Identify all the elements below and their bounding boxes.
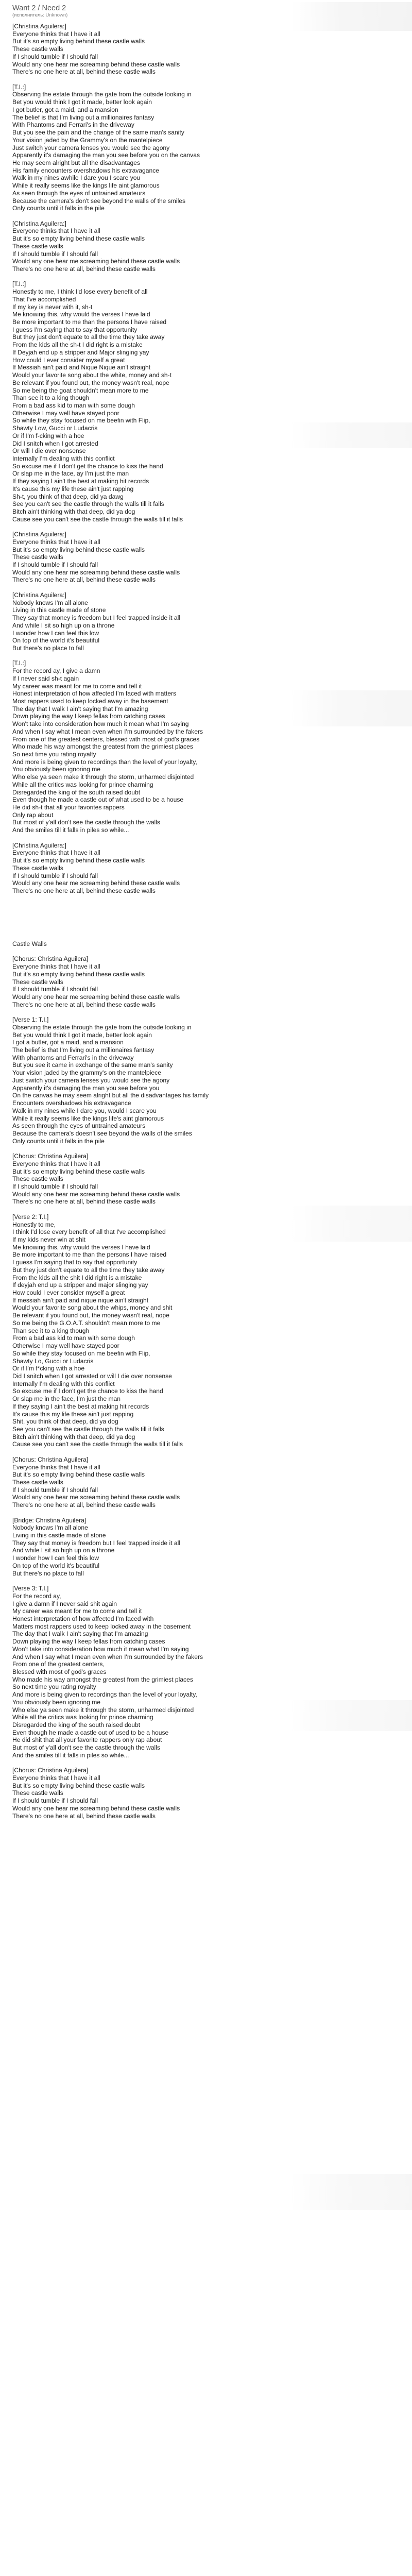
lyric-line: Me knowing this, why would the verses I have laid: [12, 311, 150, 318]
lyric-line: Me knowing this, why would the verses I have laid: [12, 1243, 150, 1251]
lyric-line: While all the critics was looking for prince charming: [12, 1714, 153, 1721]
lyric-line: I wonder how I can feel this low: [12, 629, 99, 637]
lyric-line: These castle walls: [12, 978, 63, 986]
lyric-line: Be relevant if you found out, the money wasn't real, nope: [12, 379, 169, 386]
lyric-line: And the smiles till it falls in piles so while...: [12, 1751, 129, 1759]
lyric-line: Or slap me in the face, ay I'm just the man: [12, 470, 129, 478]
lyric-line: Apparently it's damaging the man you see before you on the canvas: [12, 151, 200, 159]
lyric-line: I got a butler, got a maid, and a mansion: [12, 1039, 124, 1046]
blank-line: [12, 895, 280, 903]
lyric-line: Disregarded the king of the south raised doubt: [12, 1721, 141, 1728]
lyric-line: There's no one here at all, behind these castle walls: [12, 1501, 156, 1509]
lyric-line: Because the camera's don't see beyond the walls of the smiles: [12, 197, 186, 205]
background-shade: [290, 1206, 412, 1242]
lyric-line: Nobody knows I'm all alone: [12, 599, 88, 606]
lyric-line: But it's so empty living behind these castle walls: [12, 235, 145, 243]
lyric-line: And more is being given to recordings than the level of your loyalty,: [12, 1691, 197, 1699]
lyric-line: And when I say what I mean even when I'm surrounded by the fakers: [12, 1653, 203, 1660]
lyric-line: [T.I.:]: [12, 83, 26, 91]
lyric-line: Did I snitch when I got arrested: [12, 439, 98, 447]
lyric-line: Only rap about: [12, 811, 54, 819]
lyric-line: If my kids never win at shit: [12, 1236, 85, 1243]
background-shade: [290, 1700, 412, 1731]
lyric-line: Down playing the way I keep fellas from catching cases: [12, 1638, 165, 1646]
lyric-line: There's no one here at all, behind these castle walls: [12, 576, 156, 584]
lyric-line: Who made his way amongst the greatest from the grimiest places: [12, 1675, 193, 1683]
lyric-line: Everyone thinks that I have it all: [12, 1774, 100, 1782]
lyric-line: But it's so empty living behind these castle walls: [12, 1167, 145, 1175]
lyric-line: See you can't see the castle through the walls till it falls: [12, 500, 164, 508]
background-shade: [290, 2174, 412, 2210]
blank-line: [12, 948, 280, 956]
lyric-line: Blessed with most of god's graces: [12, 1668, 107, 1675]
lyric-line: There's no one here at all, behind these castle walls: [12, 68, 156, 76]
lyric-line: So me being the goat shouldn't mean more to me: [12, 386, 149, 394]
lyric-line: But you see it came in exchange of the same man's sanity: [12, 1061, 173, 1069]
lyric-line: Who else ya seen make it through the storm, unharmed disjointed: [12, 1706, 194, 1714]
lyric-line: Won't take into consideration how much it mean what I'm saying: [12, 1645, 189, 1653]
lyric-line: Your vision jaded by the grammy's on the mantelpiece: [12, 1069, 161, 1077]
lyric-line: If they saying I ain't the best at making hit records: [12, 1402, 149, 1410]
lyric-line: Internally I'm dealing with this conflict: [12, 454, 115, 462]
lyric-line: If I should tumble if I should fall: [12, 1797, 98, 1805]
lyric-line: [Christina Aguilera:]: [12, 219, 66, 227]
blank-line: [12, 1145, 280, 1153]
lyric-line: On the canvas he may seem alright but all the disadvantages his family: [12, 1092, 209, 1099]
lyric-line: [Chorus: Christina Aguilera]: [12, 955, 89, 963]
background-shade: [290, 422, 412, 448]
lyric-line: So next time you rating royalty: [12, 751, 96, 758]
lyric-line: There's no one here at all, behind these castle walls: [12, 887, 156, 894]
lyric-line: Bitch ain't thinking with that deep, did ya dog: [12, 1433, 135, 1440]
lyric-line: Bet you would think I got it made, better look again: [12, 1031, 152, 1039]
lyric-line: If I should tumble if I should fall: [12, 250, 98, 258]
blank-line: [12, 273, 280, 281]
lyric-line: Disregarded the king of the south raised doubt: [12, 788, 141, 796]
lyric-line: While it really seems like the kings life's aint glamorous: [12, 1114, 164, 1122]
lyric-line: But it's so empty living behind these castle walls: [12, 857, 145, 865]
lyric-line: Only counts until it falls in the pile: [12, 1137, 105, 1145]
lyric-line: If I should tumble if I should fall: [12, 561, 98, 569]
lyric-line: I guess I'm saying that to say that opportunity: [12, 1259, 138, 1266]
lyric-line: So excuse me if I don't get the chance to kiss the hand: [12, 462, 163, 470]
lyric-line: From a bad ass kid to man with some dough: [12, 401, 135, 409]
lyric-line: Just switch your camera lenses you would see the agony: [12, 144, 170, 151]
lyric-line: These castle walls: [12, 1789, 63, 1797]
lyric-line: Or if I'm f*cking with a hoe: [12, 1365, 85, 1372]
blank-line: [12, 1008, 280, 1016]
lyric-line: If Messiah ain't paid and Nique Nique ain't straight: [12, 364, 151, 371]
lyric-line: Honest interpretation of how affected I'm faced with: [12, 1615, 154, 1622]
lyric-line: Than see it to a king though: [12, 1327, 90, 1334]
lyric-line: Who made his way amongst the greatest from the grimiest places: [12, 743, 193, 751]
lyric-line: Observing the estate through the gate from the outside looking in: [12, 91, 192, 98]
lyric-line: So while they stay focused on me beefin with Flip,: [12, 1349, 150, 1357]
lyric-line: Who else ya seen make it through the storm, unharmed disjointed: [12, 773, 194, 781]
lyric-line: I wonder how I can feel this low: [12, 1554, 99, 1562]
lyric-line: Most rappers used to keep locked away in the basement: [12, 697, 168, 705]
blank-line: [12, 902, 280, 910]
lyric-line: Everyone thinks that I have it all: [12, 538, 100, 546]
lyric-line: Bet you would think I got it made, better look again: [12, 98, 152, 106]
lyric-line: I think I'd lose every benefit of all that I've accomplished: [12, 1228, 166, 1236]
lyric-line: Honestly to me,: [12, 1221, 56, 1228]
lyric-line: He may seem alright but all the disadvantages: [12, 159, 141, 166]
lyric-line: These castle walls: [12, 242, 63, 250]
blank-line: [12, 523, 280, 531]
lyric-line: And more is being given to recordings than the level of your loyalty,: [12, 758, 197, 766]
lyric-line: Everyone thinks that I have it all: [12, 963, 100, 971]
lyric-line: Everyone thinks that I have it all: [12, 30, 100, 38]
lyric-line: Or will I die over nonsense: [12, 447, 86, 455]
lyric-line: Would your favorite song about the white, money and sh-t: [12, 371, 172, 379]
lyric-line: So while they stay focused on me beefin with Flip,: [12, 417, 150, 425]
lyric-line: Cause see you can't see the castle through the walls till it falls: [12, 1440, 183, 1448]
lyric-line: From the kids all the shit I did right is a mistake: [12, 1274, 142, 1281]
lyric-line: He did sh-t that all your favorites rappers: [12, 804, 125, 811]
artist-name: Unknown): [45, 12, 68, 18]
lyric-line: These castle walls: [12, 1479, 63, 1486]
lyric-line: If I should tumble if I should fall: [12, 53, 98, 60]
lyric-line: If Deyjah end up a stripper and Major slinging yay: [12, 348, 149, 356]
lyric-line: Everyone thinks that I have it all: [12, 227, 100, 235]
lyric-line: Walk in my nines awhile I dare you I scare you: [12, 174, 141, 182]
blank-line: [12, 1509, 280, 1517]
artist-line: [12, 12, 412, 19]
lyric-line: The day that I walk I ain't saying that I'm amazing: [12, 1630, 148, 1638]
lyric-line: [Christina Aguilera:]: [12, 531, 66, 538]
lyric-line: I guess I'm saying that to say that opportunity: [12, 326, 138, 333]
lyric-line: [Christina Aguilera:]: [12, 841, 66, 849]
lyric-line: While all the critics was looking for prince charming: [12, 781, 153, 788]
lyric-line: But they just don't equate to all the time they take away: [12, 1266, 165, 1274]
lyric-line: Even though he made a castle out of used to be a house: [12, 1728, 169, 1736]
lyric-line: I give a damn if I never said shit again: [12, 1600, 117, 1607]
lyric-line: Living in this castle made of stone: [12, 1532, 106, 1539]
song-header: [0, 4, 412, 23]
lyric-line: For the record ay, I give a damn: [12, 667, 100, 675]
lyric-line: Be more important to me than the persons I have raised: [12, 318, 167, 326]
lyric-line: Would any one hear me screaming behind these castle walls: [12, 1804, 180, 1812]
blank-line: [12, 584, 280, 591]
lyric-line: If deyjah end up a stripper and major slinging yay: [12, 1281, 148, 1289]
lyric-line: There's no one here at all, behind these castle walls: [12, 1001, 156, 1008]
lyric-line: [Christina Aguilera:]: [12, 591, 66, 599]
blank-line: [12, 925, 280, 933]
lyric-line: Just switch your camera lenses you would see the agony: [12, 1076, 170, 1084]
lyric-line: Castle Walls: [12, 940, 47, 947]
lyric-line: These castle walls: [12, 553, 63, 561]
lyric-line: Down playing the way I keep fellas from catching cases: [12, 713, 165, 720]
lyric-line: You obviously been ignoring me: [12, 1698, 101, 1706]
lyric-line: With phantoms and Ferrari's in the driveway: [12, 1054, 134, 1061]
lyric-line: But there's no place to fall: [12, 644, 84, 652]
lyric-line: So excuse me if I don't get the chance to kiss the hand: [12, 1387, 163, 1395]
lyric-line: Matters most rappers used to keep locked away in the basement: [12, 1622, 191, 1630]
lyric-line: As seen through the eyes of untrained amateurs: [12, 189, 146, 197]
lyric-line: Or if I'm f-cking with a hoe: [12, 432, 84, 439]
lyric-line: So next time you rating royalty: [12, 1683, 96, 1691]
lyric-line: If my key is never with it, sh-t: [12, 303, 93, 311]
lyric-line: Otherwise I may well have stayed poor: [12, 409, 119, 417]
lyric-line: Shawty Lo, Gucci or Ludacris: [12, 1357, 94, 1365]
lyric-line: And the smiles till it falls in piles so while...: [12, 826, 129, 834]
lyric-line: The day that I walk I ain't saying that I'm amazing: [12, 705, 148, 713]
lyric-line: [T.I.:]: [12, 659, 26, 667]
lyrics-body: [12, 23, 280, 1820]
lyric-line: Internally I'm dealing with this conflict: [12, 1380, 115, 1387]
lyric-line: Did I snitch when I got arrested or will I die over nonsense: [12, 1372, 172, 1380]
lyric-line: You obviously been ignoring me: [12, 766, 101, 773]
lyric-line: [Verse 2: T.I.]: [12, 1213, 49, 1221]
lyric-line: His family encounters overshadows his extravagance: [12, 166, 160, 174]
lyric-line: From the kids all the sh-t I did right is a mistake: [12, 341, 143, 349]
lyric-line: I got butler, got a maid, and a mansion: [12, 106, 118, 113]
lyric-line: But it's so empty living behind these castle walls: [12, 38, 145, 45]
lyric-line: Even though he made a castle out of what used to be a house: [12, 796, 184, 804]
blank-line: [12, 212, 280, 220]
lyric-line: From a bad ass kid to man with some dough: [12, 1334, 135, 1342]
lyric-line: These castle walls: [12, 864, 63, 872]
lyric-line: But they just don't equate to all the time they take away: [12, 333, 165, 341]
lyric-line: If I should tumble if I should fall: [12, 1486, 98, 1494]
lyric-line: Shawty Low, Gucci or Ludacris: [12, 425, 98, 432]
lyric-line: Would any one hear me screaming behind these castle walls: [12, 1494, 180, 1501]
lyric-line: Everyone thinks that I have it all: [12, 1160, 100, 1167]
lyric-line: How could I ever consider myself a great: [12, 356, 125, 364]
lyric-line: Because the camera's doesn't see beyond the walls of the smiles: [12, 1129, 192, 1137]
lyric-line: Only counts until it falls in the pile: [12, 205, 105, 212]
lyric-line: [Chorus: Christina Aguilera]: [12, 1153, 89, 1160]
lyric-line: Would your favorite song about the whips, money and shit: [12, 1304, 173, 1312]
lyric-line: [Christina Aguilera:]: [12, 23, 66, 30]
lyric-line: The belief is that I'm living out a millionaires fantasy: [12, 113, 154, 121]
lyric-line: There's no one here at all, behind these castle walls: [12, 265, 156, 273]
lyric-line: Would any one hear me screaming behind these castle walls: [12, 993, 180, 1001]
lyric-line: Bitch ain't thinking with that deep, did ya dog: [12, 508, 135, 515]
lyric-line: If messiah ain't paid and nique nique ain't straight: [12, 1296, 149, 1304]
lyric-line: But you see the pain and the change of the same man's sanity: [12, 129, 184, 137]
lyric-line: [T.I.:]: [12, 280, 26, 288]
lyric-line: [Verse 1: T.I.]: [12, 1016, 49, 1024]
lyric-line: But there's no place to fall: [12, 1569, 84, 1577]
lyric-line: Be relevant if you found out, the money wasn't real, nope: [12, 1312, 169, 1319]
lyric-line: Your vision jaded by the Grammy's on the mantelpiece: [12, 136, 163, 144]
lyric-line: Encounters overshadows his extravagance: [12, 1099, 131, 1107]
blank-line: [12, 1577, 280, 1585]
blank-line: [12, 918, 280, 925]
lyric-line: It's cause this my life these ain't just rapping: [12, 485, 134, 493]
lyric-line: [Bridge: Christina Aguilera]: [12, 1516, 87, 1524]
lyric-line: But it's so empty living behind these castle walls: [12, 546, 145, 553]
lyric-line: How could I ever consider myself a great: [12, 1289, 125, 1297]
lyric-line: While it really seems like the kings life aint glamorous: [12, 182, 160, 190]
blank-line: [12, 1759, 280, 1767]
lyric-line: From one of the greatest centers, blessed with most of god's graces: [12, 735, 200, 743]
lyric-line: From one of the greatest centers,: [12, 1660, 105, 1668]
lyric-line: They say that money is freedom but I feel trapped inside it all: [12, 614, 181, 622]
blank-line: [12, 652, 280, 660]
background-shade: [290, 690, 412, 726]
lyric-line: Won't take into consideration how much it mean what I'm saying: [12, 720, 189, 728]
lyric-line: [Chorus: Christina Aguilera]: [12, 1455, 89, 1463]
lyric-line: Would any one hear me screaming behind these castle walls: [12, 1190, 180, 1198]
lyric-line: Would any one hear me screaming behind these castle walls: [12, 60, 180, 68]
blank-line: [12, 1448, 280, 1456]
lyric-line: Observing the estate through the gate from the outside looking in: [12, 1023, 192, 1031]
lyric-line: On top of the world it's beautiful: [12, 1562, 100, 1569]
lyric-line: Shit, you think of that deep, did ya dog: [12, 1418, 118, 1426]
lyric-line: The belief is that I'm living out a millionaires fantasy: [12, 1046, 154, 1054]
lyric-line: Would any one hear me screaming behind these castle walls: [12, 879, 180, 887]
blank-line: [12, 76, 280, 83]
lyric-line: And while I sit so high up on a throne: [12, 621, 115, 629]
lyric-line: If I never said sh-t again: [12, 674, 79, 682]
lyric-line: There's no one here at all, behind these castle walls: [12, 1198, 156, 1206]
lyric-line: On top of the world it's beautiful: [12, 637, 100, 645]
lyric-line: But it's so empty living behind these castle walls: [12, 1782, 145, 1789]
lyric-line: [Chorus: Christina Aguilera]: [12, 1767, 89, 1774]
blank-line: [12, 910, 280, 918]
lyric-line: Living in this castle made of stone: [12, 606, 106, 614]
blank-line: [12, 1206, 280, 1213]
lyric-line: If I should tumble if I should fall: [12, 872, 98, 879]
lyric-line: Honest interpretation of how affected I'm faced with matters: [12, 690, 177, 698]
blank-line: [12, 933, 280, 940]
lyric-line: And while I sit so high up on a throne: [12, 1547, 115, 1554]
lyric-line: [Verse 3: T.I.]: [12, 1585, 49, 1592]
lyric-line: My career was meant for me to come and tell it: [12, 1607, 142, 1615]
lyric-line: Or slap me in the face, I'm just the man: [12, 1395, 121, 1403]
blank-line: [12, 834, 280, 842]
lyric-line: With Phantoms and Ferrari's in the driveway: [12, 121, 134, 129]
lyric-line: Sh-t, you think of that deep, did ya dawg: [12, 493, 124, 500]
lyric-line: And when I say what I mean even when I'm surrounded by the fakers: [12, 727, 203, 735]
lyric-line: He did shit that all your favorite rappers only rap about: [12, 1736, 162, 1744]
lyric-line: For the record ay,: [12, 1592, 61, 1600]
lyric-line: So me being the G.O.A.T. shouldn't mean more to me: [12, 1319, 161, 1327]
lyric-line: But it's so empty living behind these castle walls: [12, 970, 145, 978]
lyric-line: These castle walls: [12, 45, 63, 53]
lyric-line: Apparently it's damaging the man you see before you: [12, 1084, 160, 1092]
lyric-line: Nobody knows I'm all alone: [12, 1524, 88, 1532]
lyric-line: Walk in my nines while I dare you, would I scare you: [12, 1107, 157, 1114]
lyric-line: Honestly to me, I think I'd lose every benefit of all: [12, 288, 148, 296]
lyric-line: Everyone thinks that I have it all: [12, 849, 100, 857]
lyric-line: My career was meant for me to come and tell it: [12, 682, 142, 690]
lyric-line: It's cause this my life these ain't just rapping: [12, 1410, 134, 1418]
lyric-line: They say that money is freedom but I feel trapped inside it all: [12, 1539, 181, 1547]
lyric-line: But most of y'all don't see the castle through the walls: [12, 819, 160, 826]
lyric-line: If I should tumble if I should fall: [12, 1182, 98, 1190]
lyric-line: Than see it to a king though: [12, 394, 90, 402]
song-title: Want 2 / Need 2: [12, 4, 66, 12]
lyric-line: See you can't see the castle through the walls till it falls: [12, 1425, 164, 1433]
lyric-line: If they saying I ain't the best at making hit records: [12, 478, 149, 485]
lyric-line: There's no one here at all, behind these castle walls: [12, 1812, 156, 1820]
lyric-line: But it's so empty living behind these castle walls: [12, 1471, 145, 1479]
lyric-line: These castle walls: [12, 1175, 63, 1183]
lyric-line: If I should tumble if I should fall: [12, 986, 98, 993]
artist-label: (исполнитель:: [12, 12, 44, 18]
lyric-line: Everyone thinks that I have it all: [12, 1463, 100, 1471]
lyric-line: But most of y'all don't see the castle through the walls: [12, 1744, 160, 1752]
lyric-line: That I've accomplished: [12, 295, 76, 303]
lyric-line: As seen through the eyes of untrained amateurs: [12, 1122, 146, 1130]
lyric-line: Cause see you can't see the castle through the walls till it falls: [12, 515, 183, 523]
lyric-line: Would any one hear me screaming behind these castle walls: [12, 258, 180, 265]
lyric-line: Would any one hear me screaming behind these castle walls: [12, 568, 180, 576]
lyric-line: Be more important to me than the persons I have raised: [12, 1251, 167, 1259]
lyric-line: Otherwise I may well have stayed poor: [12, 1342, 119, 1350]
